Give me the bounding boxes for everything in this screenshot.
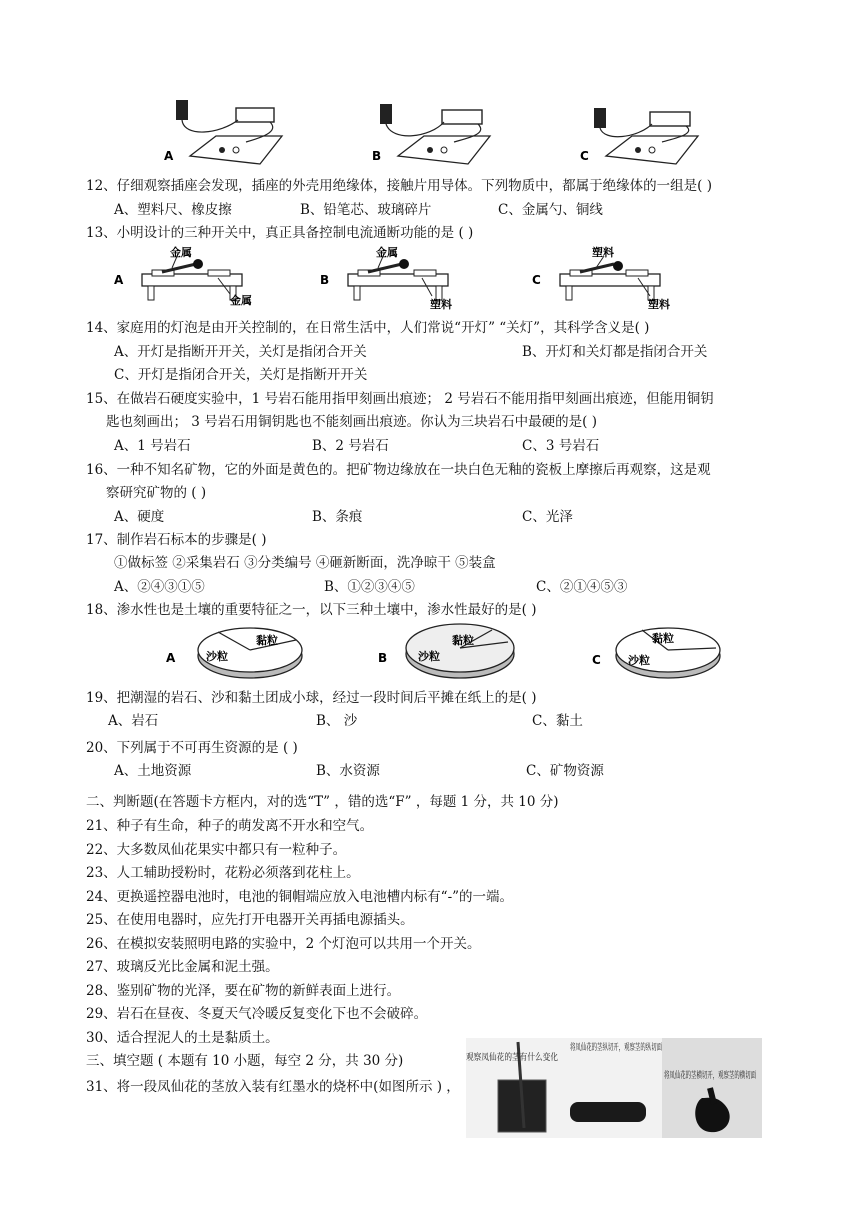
q12-option-a: A、塑料尺、橡皮擦 xyxy=(114,202,232,218)
circuit-label-a: A xyxy=(164,149,174,163)
switch-label-b: B xyxy=(320,273,330,287)
switch-b-top-label: 金属 xyxy=(376,246,398,259)
q20-option-b: B、水资源 xyxy=(316,763,380,779)
section2-item-21: 21、种子有生命，种子的萌发离不开水和空气。 xyxy=(86,818,374,834)
q15-option-c: C、3 号岩石 xyxy=(522,438,600,454)
q19-stem: 19、把潮湿的岩石、沙和黏土团成小球，经过一段时间后平摊在纸上的是( ) xyxy=(86,690,537,706)
soil-pie-a xyxy=(160,618,310,684)
q19-option-c: C、黏土 xyxy=(532,713,583,729)
circuit-figure-c xyxy=(576,98,716,170)
q19-option-b: B、 沙 xyxy=(316,713,358,729)
q17-option-a: A、②④③①⑤ xyxy=(114,579,205,595)
q18-stem: 18、渗水性也是土壤的重要特征之一，以下三种土壤中，渗水性最好的是( ) xyxy=(86,602,537,618)
q17-option-c: C、②①④⑤③ xyxy=(536,579,628,595)
q20-stem: 20、下列属于不可再生资源的是 ( ) xyxy=(86,740,298,756)
section2-item-27: 27、玻璃反光比金属和泥土强。 xyxy=(86,959,279,975)
q12-stem: 12、仔细观察插座会发现，插座的外壳用绝缘体，接触片用导体。下列物质中，都属于绝缘体的一组是( ) xyxy=(86,178,713,194)
switch-label-a: A xyxy=(114,273,124,287)
switch-c-bottom-label: 塑料 xyxy=(648,298,670,311)
soil-c-sand-label: 沙粒 xyxy=(628,654,650,667)
stem-experiment-figure xyxy=(466,1038,818,1138)
circuit-figure-b xyxy=(368,98,508,170)
circuit-label-c: C xyxy=(580,149,589,163)
q14-option-b: B、开灯和关灯都是指闭合开关 xyxy=(522,344,708,360)
q17-option-b: B、①②③④⑤ xyxy=(324,579,415,595)
soil-a-sand-label: 沙粒 xyxy=(206,650,228,663)
q31-stem: 31、将一段凤仙花的茎放入装有红墨水的烧杯中(如图所示 ) ， xyxy=(86,1079,460,1095)
switch-label-c: C xyxy=(532,273,541,287)
q17-steps: ①做标签 ②采集岩石 ③分类编号 ④砸新断面，洗净晾干 ⑤装盒 xyxy=(114,555,496,571)
q14-option-a: A、开灯是指断开开关，关灯是指闭合开关 xyxy=(114,344,367,360)
section2-item-22: 22、大多数凤仙花果实中都只有一粒种子。 xyxy=(86,842,347,858)
q16-stem-line1: 16、一种不知名矿物，它的外面是黄色的。把矿物边缘放在一块白色无釉的瓷板上摩擦后再观察，这是观 xyxy=(86,462,711,478)
q16-option-b: B、条痕 xyxy=(312,509,363,525)
q17-stem: 17、制作岩石标本的步骤是( ) xyxy=(86,532,267,548)
soil-c-clay-label: 黏粒 xyxy=(652,632,674,645)
experiment-label-transverse: 将凤仙花的茎横切开，观察茎的横切面 xyxy=(664,1071,818,1081)
q15-stem-line1: 15、在做岩石硬度实验中，1 号岩石能用指甲刻画出痕迹； 2 号岩石不能用指甲刻画出痕迹，但能用铜钥 xyxy=(86,391,714,407)
switch-c-top-label: 塑料 xyxy=(592,246,614,259)
section2-item-28: 28、鉴别矿物的光泽，要在矿物的新鲜表面上进行。 xyxy=(86,983,401,999)
soil-b-sand-label: 沙粒 xyxy=(418,650,440,663)
soil-a-clay-label: 黏粒 xyxy=(256,634,278,647)
q16-option-c: C、光泽 xyxy=(522,509,573,525)
switch-figure-a xyxy=(112,246,262,308)
section2-heading: 二、判断题(在答题卡方框内，对的选“T” ，错的选“F” ，每题 1 分，共 10 分) xyxy=(86,794,559,810)
q20-option-a: A、土地资源 xyxy=(114,763,192,779)
q16-stem-line2: 察研究矿物的 ( ) xyxy=(106,485,207,501)
switch-b-bottom-label: 塑料 xyxy=(430,298,452,311)
soil-b-clay-label: 黏粒 xyxy=(452,634,474,647)
switch-a-bottom-label: 金属 xyxy=(230,294,252,307)
section2-item-29: 29、岩石在昼夜、冬夏天气冷暖反复变化下也不会破碎。 xyxy=(86,1006,428,1022)
q15-option-b: B、2 号岩石 xyxy=(312,438,389,454)
experiment-label-longitudinal: 将凤仙花的茎纵切开，观察茎的纵切面 xyxy=(570,1043,724,1053)
section2-item-26: 26、在模拟安装照明电路的实验中，2 个灯泡可以共用一个开关。 xyxy=(86,936,481,952)
q12-option-c: C、金属勺、铜线 xyxy=(498,202,603,218)
circuit-figure-a xyxy=(160,98,300,170)
q15-stem-line2: 匙也刻画出； 3 号岩石用铜钥匙也不能刻画出痕迹。你认为三块岩石中最硬的是( ) xyxy=(106,414,597,430)
q12-option-b: B、铅笔芯、玻璃碎片 xyxy=(300,202,432,218)
soil-label-b: B xyxy=(378,651,388,665)
section3-heading: 三、填空题 ( 本题有 10 小题，每空 2 分，共 30 分) xyxy=(86,1053,404,1069)
switch-figure-c xyxy=(530,246,690,312)
q15-option-a: A、1 号岩石 xyxy=(114,438,191,454)
section2-item-24: 24、更换遥控器电池时，电池的铜帽端应放入电池槽内标有“-”的一端。 xyxy=(86,889,514,905)
switch-a-top-label: 金属 xyxy=(170,246,192,259)
q19-option-a: A、岩石 xyxy=(108,713,159,729)
q13-stem: 13、小明设计的三种开关中，真正具备控制电流通断功能的是 ( ) xyxy=(86,225,474,241)
soil-pie-b xyxy=(372,614,522,684)
soil-label-a: A xyxy=(166,651,176,665)
section2-item-25: 25、在使用电器时，应先打开电器开关再插电源插头。 xyxy=(86,912,414,928)
q16-option-a: A、硬度 xyxy=(114,509,165,525)
soil-pie-c xyxy=(586,618,736,684)
soil-label-c: C xyxy=(592,653,601,667)
q14-option-c: C、开灯是指闭合开关，关灯是指断开开关 xyxy=(114,367,368,383)
section2-item-30: 30、适合捏泥人的土是黏质土。 xyxy=(86,1030,279,1046)
section2-item-23: 23、人工辅助授粉时，花粉必须落到花柱上。 xyxy=(86,865,360,881)
q20-option-c: C、矿物资源 xyxy=(526,763,604,779)
experiment-label-observe: 观察凤仙花的茎有什么变化 xyxy=(466,1053,575,1063)
q14-stem: 14、家庭用的灯泡是由开关控制的，在日常生活中，人们常说“开灯” “关灯”，其科学含义是( ) xyxy=(86,320,650,336)
circuit-label-b: B xyxy=(372,149,382,163)
switch-figure-b xyxy=(318,246,468,312)
